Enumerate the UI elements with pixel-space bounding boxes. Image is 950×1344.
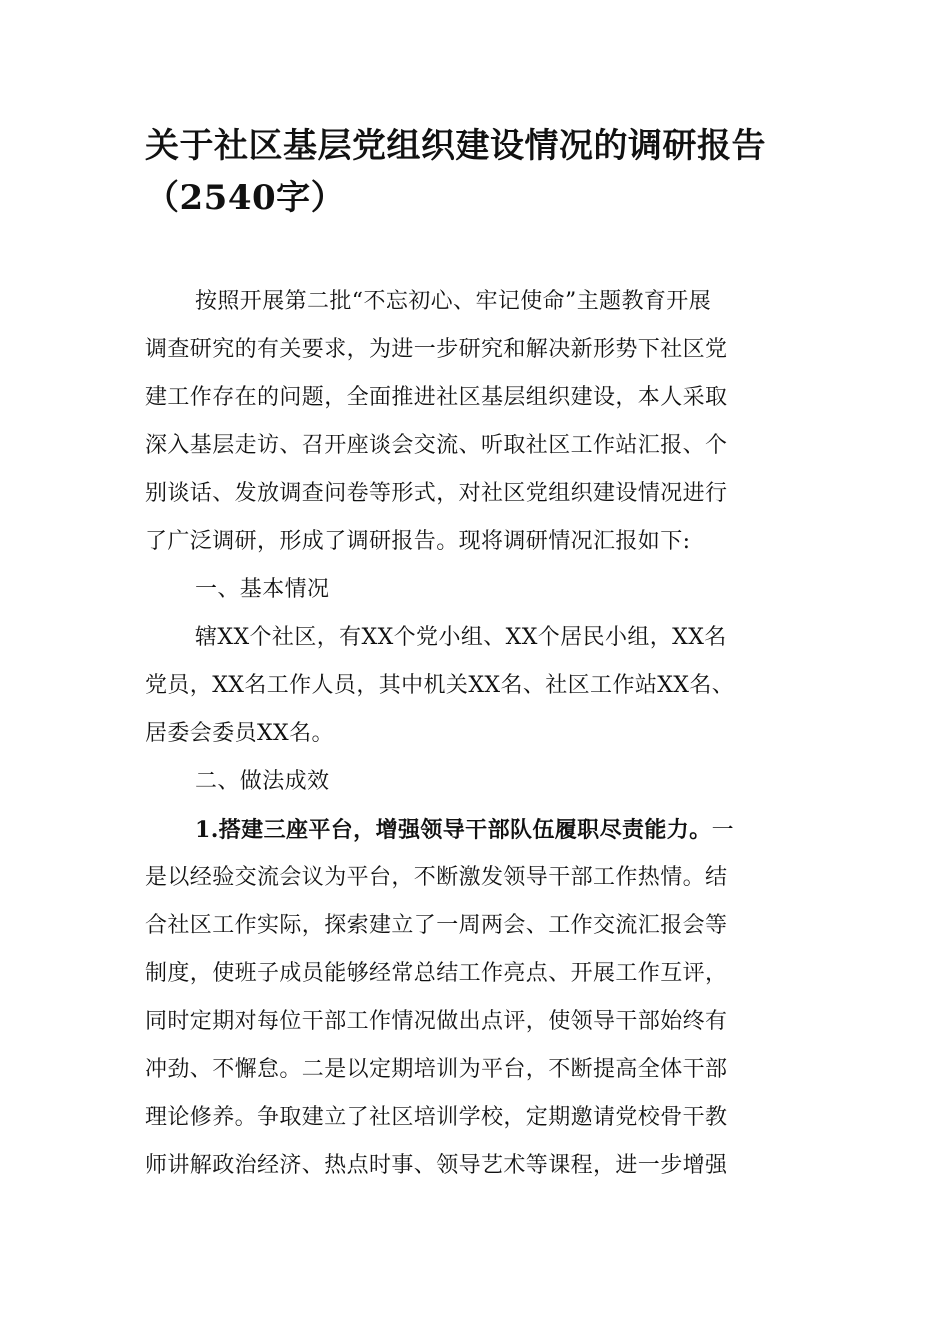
practice-line: 理论修养。争取建立了社区培训学校，定期邀请党校骨干教: [145, 1105, 728, 1130]
practice-line: 冲劲、不懈怠。二是以定期培训为平台，不断提高全体干部: [145, 1057, 728, 1082]
intro-line: 按照开展第二批“不忘初心、牢记使命”主题教育开展: [195, 289, 712, 314]
document-body: [145, 278, 813, 1190]
title-line-1: 关于社区基层党组织建设情况的调研报告: [145, 126, 766, 166]
practice-line: 同时定期对每位干部工作情况做出点评，使领导干部始终有: [145, 1009, 728, 1034]
intro-line: 调查研究的有关要求，为进一步研究和解决新形势下社区党: [145, 337, 728, 362]
intro-line: 了广泛调研，形成了调研报告。现将调研情况汇报如下:: [145, 529, 691, 554]
title-line-2: （2540字）: [145, 178, 346, 218]
practice-lead-rest: 一: [711, 818, 734, 843]
practice-line: 是以经验交流会议为平台，不断激发领导干部工作热情。结: [145, 865, 728, 890]
intro-line: 深入基层走访、召开座谈会交流、听取社区工作站汇报、个: [145, 433, 728, 458]
document-title: [145, 120, 825, 224]
practice-lead-bold: 1.搭建三座平台，增强领导干部队伍履职尽责能力。: [195, 817, 712, 843]
practice-lead-line: [145, 806, 813, 854]
section-heading-practice: 二、做法成效: [195, 769, 330, 794]
basic-line: 居委会委员XX名。: [145, 721, 334, 746]
basic-line: 辖XX个社区，有XX个党小组、XX个居民小组，XX名: [195, 625, 727, 650]
intro-line: 建工作存在的问题，全面推进社区基层组织建设，本人采取: [145, 385, 728, 410]
practice-line: 合社区工作实际，探索建立了一周两会、工作交流汇报会等: [145, 913, 728, 938]
basic-line: 党员，XX名工作人员，其中机关XX名、社区工作站XX名、: [145, 673, 735, 698]
practice-line: 制度，使班子成员能够经常总结工作亮点、开展工作互评，: [145, 961, 728, 986]
practice-line: 师讲解政治经济、热点时事、领导艺术等课程，进一步增强: [145, 1153, 728, 1178]
intro-line: 别谈话、发放调查问卷等形式，对社区党组织建设情况进行: [145, 481, 728, 506]
section-heading-basic: 一、基本情况: [195, 577, 330, 602]
